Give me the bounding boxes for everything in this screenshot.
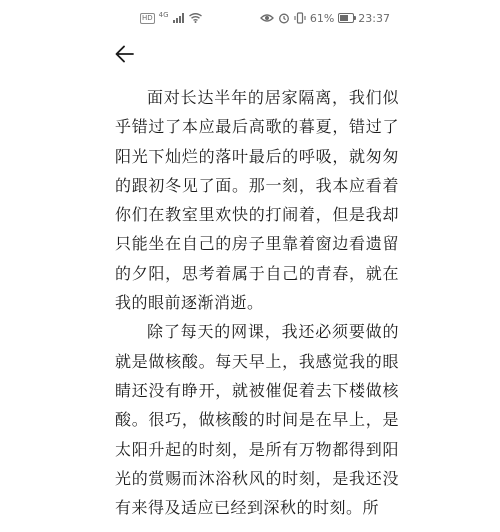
status-right-group	[260, 10, 390, 26]
back-button[interactable]	[113, 42, 137, 66]
status-clock: 23:37	[358, 11, 390, 25]
alarm-icon	[278, 12, 290, 24]
battery-icon	[338, 13, 354, 23]
article-paragraph-2: 除了每天的网课，我还必须要做的就是做核酸。每天早上，我感觉我的眼睛还没有睁开，就被催促着去下楼做核酸。很巧，做核酸的时间是在早上，是太阳升起的时刻，是所有万物都得到阳光的赏赐而沐浴秋风的时刻，是我还没有来得及适应已经到深秋的时刻。所	[115, 322, 399, 518]
article-paragraph-1: 面对长达半年的居家隔离，我们似乎错过了本应最后高歌的暮夏，错过了阳光下灿烂的落叶最后的呼吸，就匆匆的跟初冬见了面。那一刻，我本应看着你们在教室里欢快的打闹着，但是我却只能坐在自己的房子里靠着窗边看遗留的夕阳，思考着属于自己的青春，就在我的眼前逐渐消逝。	[115, 88, 399, 313]
eye-icon	[260, 13, 274, 23]
battery-level-fill	[340, 15, 347, 21]
wifi-icon	[189, 13, 202, 23]
hd-icon: HD	[142, 13, 153, 22]
signal-icon	[173, 13, 185, 23]
back-arrow-icon	[113, 42, 137, 66]
status-left-group	[140, 12, 202, 24]
status-bar	[0, 0, 500, 36]
signal-type-label: 4G	[158, 11, 169, 19]
battery-percent: 61%	[309, 11, 335, 25]
article-body	[115, 83, 399, 522]
vibrate-icon	[294, 12, 306, 24]
